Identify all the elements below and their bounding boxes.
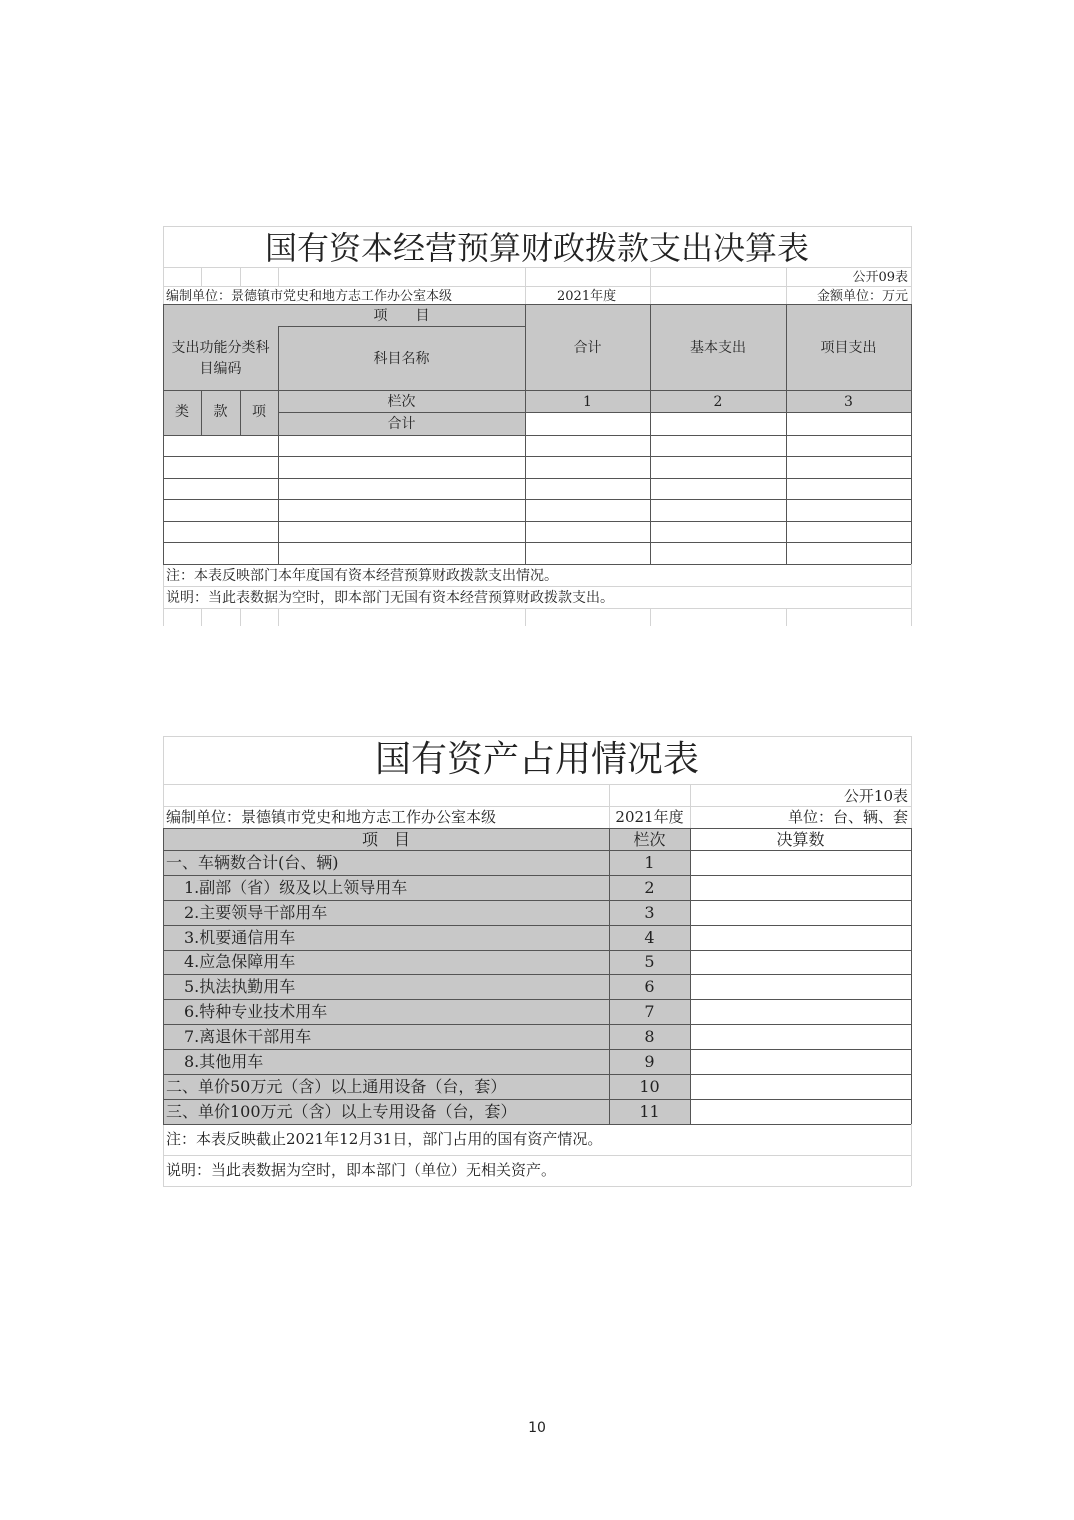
page-number: 10: [528, 1420, 546, 1436]
table-line: [278, 412, 911, 413]
grid-line: [163, 806, 911, 807]
table-row-label: 一、车辆数合计(台、辆): [166, 853, 339, 872]
grid-line: [201, 267, 202, 286]
table-row-no: 6: [644, 977, 655, 996]
header-result: 决算数: [776, 830, 825, 849]
grid-line: [163, 1155, 911, 1156]
amount-unit: 金额单位：万元: [816, 289, 908, 304]
header-item: 项 目: [361, 830, 410, 849]
table-row-no: 4: [644, 928, 655, 947]
header-basic: 基本支出: [690, 340, 746, 356]
table-row-no: 3: [644, 903, 655, 922]
table-row-label: 4.应急保障用车: [184, 952, 296, 971]
table-line: [163, 521, 911, 522]
table-line: [278, 326, 525, 327]
header-col-2: 2: [713, 394, 723, 410]
table-row-label: 5.执法执勤用车: [184, 977, 296, 996]
table-line: [163, 1124, 911, 1125]
table-row-label: 三、单价100万元（含）以上专用设备（台，套）: [166, 1102, 517, 1121]
header-col-1: 1: [583, 394, 592, 410]
table-line: [163, 925, 911, 926]
table-2-explain: 说明：当此表数据为空时，即本部门（单位）无相关资产。: [166, 1161, 557, 1179]
header-item: 项 目: [373, 308, 430, 324]
amount-unit: 单位：台、辆、套: [787, 808, 908, 826]
grid-line: [650, 608, 651, 626]
table-line: [163, 828, 164, 1124]
grid-line: [163, 736, 911, 737]
table-2-note: 注：本表反映截止2021年12月31日，部门占用的国有资产情况。: [166, 1130, 603, 1148]
grid-line: [786, 267, 787, 304]
grid-line: [163, 784, 911, 785]
table-line: [163, 1074, 911, 1075]
grid-line: [690, 784, 691, 828]
table-code: 公开09表: [852, 270, 908, 285]
table-line: [163, 1049, 911, 1050]
table-1-explain: 说明：当此表数据为空时，即本部门无国有资本经营预算财政拨款支出。: [166, 590, 614, 606]
table-line: [911, 304, 912, 564]
table-row-label: 8.其他用车: [184, 1052, 264, 1071]
grid-line: [525, 608, 526, 626]
table-line: [163, 304, 911, 305]
table-2-title: 国有资产占用情况表: [374, 739, 699, 780]
grid-line: [163, 267, 911, 268]
table-line: [163, 435, 911, 436]
header-row-index: 栏次: [387, 394, 416, 410]
table-line: [163, 850, 911, 851]
grid-line: [163, 586, 911, 587]
header-project: 项目支出: [820, 340, 877, 356]
grid-line: [163, 286, 911, 287]
table-1-title: 国有资本经营预算财政拨款支出决算表: [264, 229, 809, 267]
header-row-index: 栏次: [633, 830, 666, 849]
table-line: [163, 999, 911, 1000]
header-total: 合计: [573, 340, 602, 356]
grid-line: [163, 608, 911, 609]
table-line: [690, 828, 691, 1124]
unit-label: 编制单位：景德镇市党史和地方志工作办公室本级: [166, 808, 497, 826]
grid-line: [525, 267, 526, 304]
header-func-code: 目编码: [199, 361, 242, 377]
table-line: [911, 828, 912, 1124]
sum-row-label: 合计: [387, 416, 416, 432]
unit-label: 编制单位：景德镇市党史和地方志工作办公室本级: [166, 289, 453, 304]
table-row-label: 7.离退休干部用车: [184, 1027, 312, 1046]
table-row-no: 5: [644, 952, 655, 971]
table-line: [163, 828, 911, 829]
grid-line: [786, 608, 787, 626]
header-subject-name: 科目名称: [373, 351, 430, 367]
table-line: [163, 499, 911, 500]
header-xiang: 项: [252, 404, 266, 420]
header-kuan: 款: [213, 404, 228, 420]
table-row-label: 2.主要领导干部用车: [184, 903, 328, 922]
table-row-label: 1.副部（省）级及以上领导用车: [184, 878, 408, 897]
table-row-label: 3.机要通信用车: [184, 928, 296, 947]
table-line: [163, 456, 911, 457]
table-line: [163, 478, 911, 479]
table-line: [163, 564, 911, 565]
table-code: 公开10表: [843, 787, 908, 805]
table-row-no: 1: [644, 853, 655, 872]
table-1-note: 注：本表反映部门本年度国有资本经营预算财政拨款支出情况。: [166, 568, 558, 584]
year-label: 2021年度: [615, 808, 684, 826]
grid-line: [240, 267, 241, 286]
table-line: [163, 542, 911, 543]
header-col-3: 3: [844, 394, 853, 410]
table-row-label: 二、单价50万元（含）以上通用设备（台，套）: [166, 1077, 507, 1096]
table-row-no: 8: [644, 1027, 655, 1046]
grid-line: [163, 1186, 911, 1187]
grid-line: [278, 267, 279, 286]
table-line: [163, 1099, 911, 1100]
table-line: [163, 974, 911, 975]
table-row-no: 7: [644, 1002, 655, 1021]
table-line: [163, 390, 911, 391]
grid-line: [201, 608, 202, 626]
grid-line: [650, 267, 651, 304]
grid-line: [163, 226, 911, 227]
table-row-no: 11: [639, 1102, 660, 1121]
grid-line: [278, 608, 279, 626]
table-line: [163, 900, 911, 901]
table-line: [163, 875, 911, 876]
year-label: 2021年度: [557, 289, 617, 304]
table-row-no: 2: [644, 878, 655, 897]
table-row-no: 10: [639, 1077, 660, 1096]
table-row-label: 6.特种专业技术用车: [184, 1002, 328, 1021]
header-func-code: 支出功能分类科: [171, 340, 270, 356]
header-lei: 类: [175, 404, 189, 420]
table-row-no: 9: [644, 1052, 655, 1071]
grid-line: [240, 608, 241, 626]
table-line: [163, 950, 911, 951]
table-line: [163, 1024, 911, 1025]
